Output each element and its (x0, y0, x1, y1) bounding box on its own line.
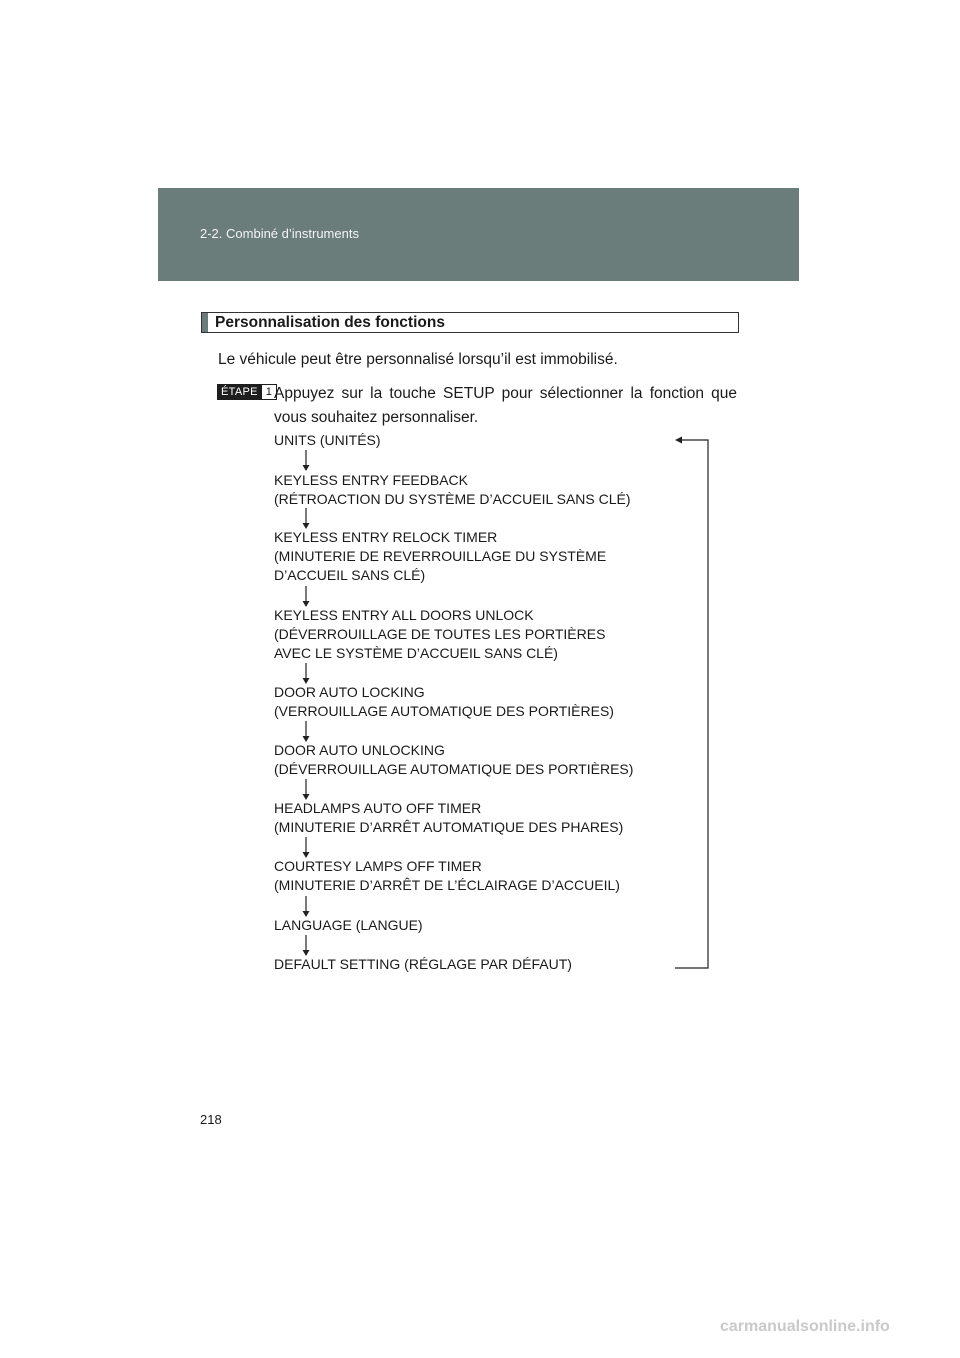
section-heading-marker (202, 313, 208, 332)
intro-paragraph: Le véhicule peut être personnalisé lorsqu’il est immobilisé. (218, 351, 618, 368)
down-arrow-icon (299, 508, 313, 530)
down-arrow-icon (299, 935, 313, 957)
chapter-breadcrumb: 2-2. Combiné d’instruments (200, 226, 359, 241)
down-arrow-icon (299, 779, 313, 801)
flow-item: COURTESY LAMPS OFF TIMER (MINUTERIE D’ARRÊT DE L’ÉCLAIRAGE D’ACCUEIL) (274, 858, 620, 893)
down-arrow-icon (299, 837, 313, 859)
step-badge-number: 1 (262, 384, 277, 400)
flow-item: DOOR AUTO LOCKING (VERROUILLAGE AUTOMATIQUE DES PORTIÈRES) (274, 684, 614, 719)
step-instruction: Appuyez sur la touche SETUP pour sélectionner la fonction que vous souhaitez personnaliser. (274, 385, 737, 426)
return-loop-arrow-icon (660, 430, 720, 975)
down-arrow-icon (299, 450, 313, 472)
section-heading-box (201, 312, 739, 333)
down-arrow-icon (299, 896, 313, 918)
down-arrow-icon (299, 663, 313, 685)
section-title: Personnalisation des fonctions (215, 314, 445, 331)
flow-item: DEFAULT SETTING (RÉGLAGE PAR DÉFAUT) (274, 956, 572, 972)
flow-item: DOOR AUTO UNLOCKING (DÉVERROUILLAGE AUTOMATIQUE DES PORTIÈRES) (274, 742, 634, 777)
down-arrow-icon (299, 721, 313, 743)
step-badge-label: ÉTAPE (217, 384, 262, 400)
step-badge (217, 384, 277, 400)
page-number: 218 (200, 1112, 222, 1127)
flow-item: HEADLAMPS AUTO OFF TIMER (MINUTERIE D’ARRÊT AUTOMATIQUE DES PHARES) (274, 800, 624, 835)
watermark: carmanualsonline.info (720, 1318, 890, 1335)
flow-item: KEYLESS ENTRY ALL DOORS UNLOCK (DÉVERROUILLAGE DE TOUTES LES PORTIÈRES AVEC LE SYSTÈME D’ACCUEIL SANS CLÉ) (274, 607, 606, 661)
down-arrow-icon (299, 586, 313, 608)
flow-item: KEYLESS ENTRY RELOCK TIMER (MINUTERIE DE REVERROUILLAGE DU SYSTÈME D’ACCUEIL SANS CLÉ) (274, 529, 607, 583)
flow-item: UNITS (UNITÉS) (274, 432, 381, 448)
flow-item: LANGUAGE (LANGUE) (274, 917, 423, 933)
flow-item: KEYLESS ENTRY FEEDBACK (RÉTROACTION DU SYSTÈME D’ACCUEIL SANS CLÉ) (274, 472, 631, 507)
